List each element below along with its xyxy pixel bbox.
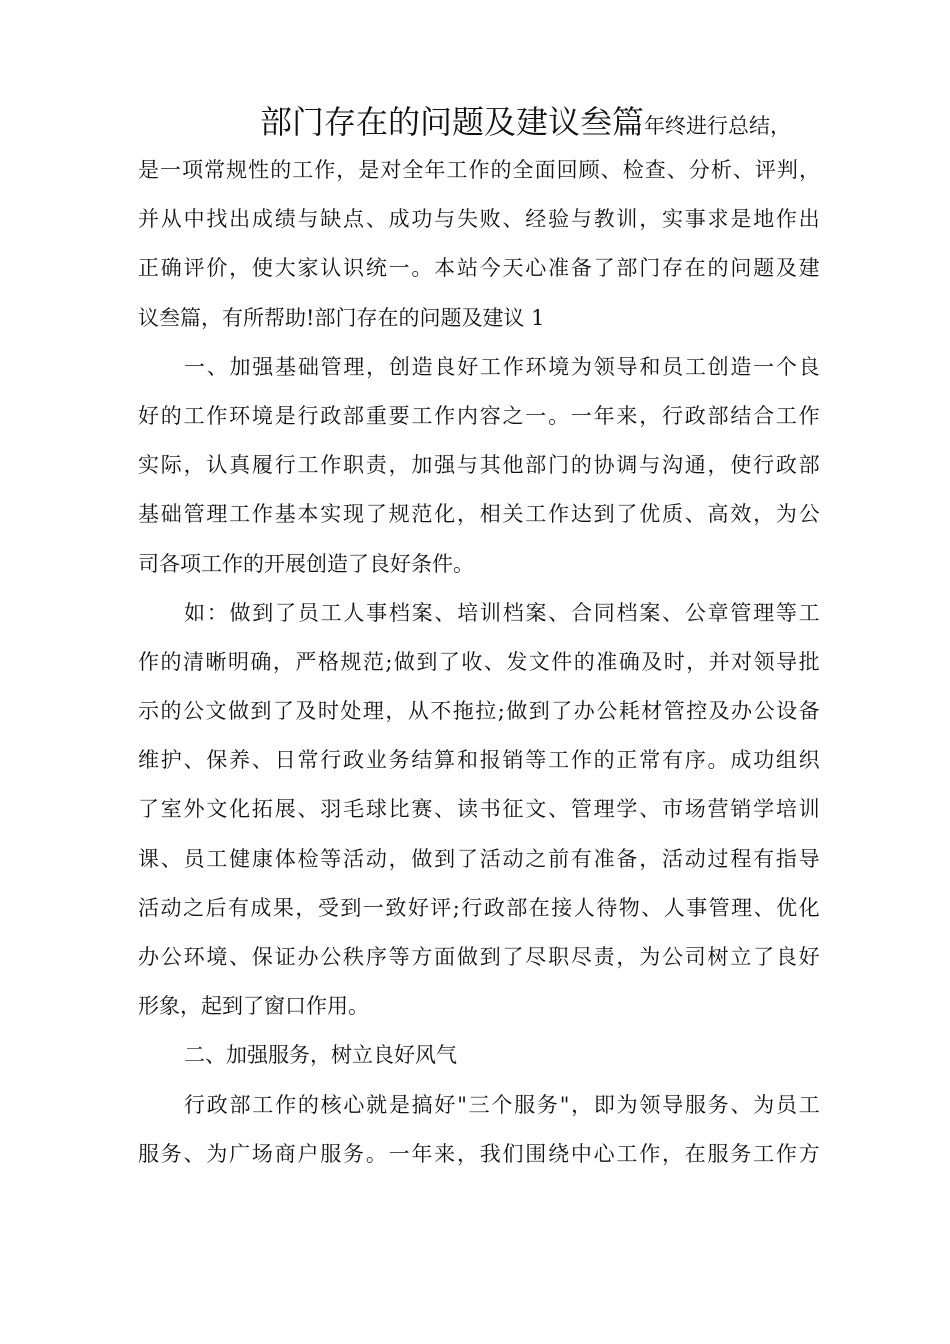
body-line: 正 确 评 价 ， 使 大 家 认 识 统 一 。 本 站 今 天 心 准 备 了 部 门 存 在 的 问 题 及 建 xyxy=(138,256,820,281)
document-body xyxy=(138,100,820,1179)
body-line: 了 室 外 文 化 拓 展 、 羽 毛 球 比 赛 、 读 书 征 文 、 管 理 学 、 市 场 营 销 学 培 训 xyxy=(138,797,820,822)
title-line xyxy=(138,100,820,144)
body-line: 作 的 清 晰 明 确 ， 严 格 规 范 ; 做 到 了 收 、 发 文 件 的 准 确 及 时 ， 并 对 领 导 批 xyxy=(138,649,820,674)
body-line: 形象，起到了窗口作用。 xyxy=(138,994,369,1019)
body-line: 实 际 ， 认 真 履 行 工 作 职 责 ， 加 强 与 其 他 部 门 的 协 调 与 沟 通 ， 使 行 政 部 xyxy=(138,453,820,478)
body-line: 办 公 环 境 、 保 证 办 公 秩 序 等 方 面 做 到 了 尽 职 尽 责 ， 为 公 司 树 立 了 良 好 xyxy=(138,945,820,969)
body-line: 年终进行总结， xyxy=(644,114,792,138)
body-line: 维 护 、 保 养 、 日 常 行 政 业 务 结 算 和 报 销 等 工 作 的 正 常 有 序 。 成 功 组 织 xyxy=(138,748,820,773)
body-line: 司各项工作的开展创造了良好条件。 xyxy=(138,551,474,576)
body-line: 是 一 项 常 规 性 的 工 作 ， 是 对 全 年 工 作 的 全 面 回 顾 、 检 查 、 分 析 、 评 判 ， xyxy=(138,158,820,182)
body-line: 活 动 之 后 有 成 果 ， 受 到 一 致 好 评 ; 行 政 部 在 接 人 待 物 、 人 事 管 理 、 优 化 xyxy=(138,895,820,920)
body-line: 议叁篇，有所帮助!部门存在的问题及建议 1 xyxy=(138,305,545,330)
body-line: 好 的 工 作 环 境 是 行 政 部 重 要 工 作 内 容 之 一 。 一 年 来 ， 行 政 部 结 合 工 作 xyxy=(138,403,820,428)
section-heading: 二、加强服务，树立良好风气 xyxy=(184,1043,457,1068)
paragraph-first-line: 行 政 部 工 作 的 核 心 就 是 搞 好 " 三 个 服 务 " ， 即 为 领 导 服 务 、 为 员 工 xyxy=(184,1092,820,1117)
document-title: 部门存在的问题及建议叁篇 xyxy=(260,103,645,141)
body-line: 基 础 管 理 工 作 基 本 实 现 了 规 范 化 ， 相 关 工 作 达 到 了 优 质 、 高 效 ， 为 公 xyxy=(138,502,820,527)
paragraph-first-line: 一 、 加 强 基 础 管 理 ， 创 造 良 好 工 作 环 境 为 领 导 和 员 工 创 造 一 个 良 xyxy=(184,354,820,379)
body-line: 示 的 公 文 做 到 了 及 时 处 理 ， 从 不 拖 拉 ; 做 到 了 办 公 耗 材 管 控 及 办 公 设 备 xyxy=(138,699,820,724)
paragraph-first-line: 如 ： 做 到 了 员 工 人 事 档 案 、 培 训 档 案 、 合 同 档 案 、 公 章 管 理 等 工 xyxy=(184,600,820,625)
body-line: 课 、 员 工 健 康 体 检 等 活 动 ， 做 到 了 活 动 之 前 有 准 备 ， 活 动 过 程 有 指 导 xyxy=(138,846,820,871)
body-line: 服 务 、 为 广 场 商 户 服 务 。 一 年 来 ， 我 们 围 绕 中 心 工 作 ， 在 服 务 工 作 方 xyxy=(138,1141,820,1166)
body-line: 并 从 中 找 出 成 绩 与 缺 点 、 成 功 与 失 败 、 经 验 与 教 训 ， 实 事 求 是 地 作 出 xyxy=(138,207,820,232)
